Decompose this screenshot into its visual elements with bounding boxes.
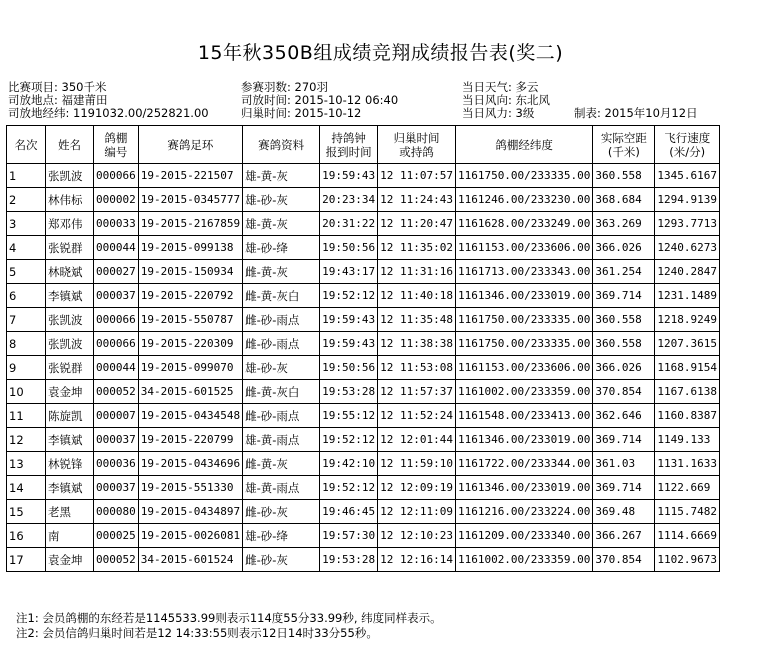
cell-rank: 13 <box>7 452 46 476</box>
cell-coord: 1161153.00/233606.00 <box>455 236 592 260</box>
cell-info: 雌-砂-灰 <box>243 500 320 524</box>
table-row <box>7 476 720 500</box>
cell-speed: 1167.6138 <box>655 380 720 404</box>
cell-loft: 000066 <box>94 308 139 332</box>
cell-loft: 000066 <box>94 164 139 188</box>
cell-rank: 4 <box>7 236 46 260</box>
cell-loft: 000052 <box>94 380 139 404</box>
col-loft: 鸽棚 编号 <box>94 126 139 164</box>
cell-ring: 19-2015-550787 <box>138 308 242 332</box>
cell-rank: 1 <box>7 164 46 188</box>
cell-return-time: 12 12:10:23 <box>378 524 456 548</box>
cell-name: 李镇斌 <box>46 428 94 452</box>
cell-rank: 2 <box>7 188 46 212</box>
cell-distance: 369.714 <box>593 428 655 452</box>
cell-ring: 19-2015-0434897 <box>138 500 242 524</box>
notes <box>16 611 442 641</box>
cell-rank: 12 <box>7 428 46 452</box>
meta-release-place: 司放地点: 福建莆田 <box>8 93 108 107</box>
cell-ring: 19-2015-0434548 <box>138 404 242 428</box>
cell-speed: 1294.9139 <box>655 188 720 212</box>
cell-return-time: 12 11:35:48 <box>378 308 456 332</box>
cell-rank: 17 <box>7 548 46 572</box>
table-row <box>7 284 720 308</box>
cell-return-time: 12 11:59:10 <box>378 452 456 476</box>
cell-return-time: 12 11:24:43 <box>378 188 456 212</box>
table-row <box>7 212 720 236</box>
cell-info: 雄-砂-绛 <box>243 524 320 548</box>
meta-return-date: 归巢时间: 2015-10-12 <box>241 106 362 120</box>
cell-info: 雌-砂-灰 <box>243 548 320 572</box>
cell-speed: 1102.9673 <box>655 548 720 572</box>
cell-info: 雌-砂-雨点 <box>243 308 320 332</box>
cell-distance: 366.267 <box>593 524 655 548</box>
cell-coord: 1161750.00/233335.00 <box>455 332 592 356</box>
cell-distance: 369.714 <box>593 476 655 500</box>
cell-name: 老黑 <box>46 500 94 524</box>
cell-return-time: 12 11:52:24 <box>378 404 456 428</box>
cell-rank: 6 <box>7 284 46 308</box>
cell-info: 雄-黄-灰 <box>243 212 320 236</box>
cell-rank: 3 <box>7 212 46 236</box>
cell-speed: 1345.6167 <box>655 164 720 188</box>
cell-name: 郑邓伟 <box>46 212 94 236</box>
meta-event: 比赛项目: 350千米 <box>8 80 107 94</box>
table-row <box>7 380 720 404</box>
table-row <box>7 428 720 452</box>
table-row <box>7 188 720 212</box>
cell-info: 雄-黄-灰 <box>243 164 320 188</box>
cell-clock-time: 19:52:12 <box>320 284 378 308</box>
cell-ring: 19-2015-0026081 <box>138 524 242 548</box>
cell-distance: 368.684 <box>593 188 655 212</box>
cell-info: 雌-砂-雨点 <box>243 404 320 428</box>
cell-clock-time: 20:23:34 <box>320 188 378 212</box>
table-row <box>7 164 720 188</box>
cell-return-time: 12 12:11:09 <box>378 500 456 524</box>
cell-distance: 361.03 <box>593 452 655 476</box>
cell-ring: 19-2015-099070 <box>138 356 242 380</box>
cell-return-time: 12 11:57:37 <box>378 380 456 404</box>
col-return-time: 归巢时间 或持鸽 <box>378 126 456 164</box>
cell-name: 林锐锋 <box>46 452 94 476</box>
cell-speed: 1207.3615 <box>655 332 720 356</box>
cell-rank: 7 <box>7 308 46 332</box>
table-row <box>7 332 720 356</box>
cell-clock-time: 19:46:45 <box>320 500 378 524</box>
cell-speed: 1293.7713 <box>655 212 720 236</box>
col-coord: 鸽棚经纬度 <box>455 126 592 164</box>
cell-coord: 1161713.00/233343.00 <box>455 260 592 284</box>
col-distance: 实际空距 (千米) <box>593 126 655 164</box>
cell-clock-time: 19:55:12 <box>320 404 378 428</box>
cell-clock-time: 19:53:28 <box>320 548 378 572</box>
col-name: 姓名 <box>46 126 94 164</box>
cell-clock-time: 19:50:56 <box>320 236 378 260</box>
cell-rank: 5 <box>7 260 46 284</box>
cell-speed: 1122.669 <box>655 476 720 500</box>
cell-speed: 1240.6273 <box>655 236 720 260</box>
cell-distance: 360.558 <box>593 164 655 188</box>
cell-name: 张锐群 <box>46 236 94 260</box>
cell-clock-time: 19:50:56 <box>320 356 378 380</box>
cell-name: 陈旋凯 <box>46 404 94 428</box>
cell-info: 雌-砂-雨点 <box>243 332 320 356</box>
cell-return-time: 12 12:16:14 <box>378 548 456 572</box>
cell-clock-time: 20:31:22 <box>320 212 378 236</box>
table-row <box>7 308 720 332</box>
table-row <box>7 500 720 524</box>
cell-loft: 000037 <box>94 284 139 308</box>
cell-info: 雌-黄-灰 <box>243 452 320 476</box>
cell-name: 林伟标 <box>46 188 94 212</box>
cell-info: 雌-黄-灰白 <box>243 380 320 404</box>
cell-distance: 370.854 <box>593 548 655 572</box>
cell-distance: 360.558 <box>593 332 655 356</box>
cell-ring: 19-2015-150934 <box>138 260 242 284</box>
cell-distance: 366.026 <box>593 356 655 380</box>
cell-ring: 19-2015-220792 <box>138 284 242 308</box>
cell-clock-time: 19:59:43 <box>320 308 378 332</box>
cell-loft: 000052 <box>94 548 139 572</box>
cell-return-time: 12 11:35:02 <box>378 236 456 260</box>
cell-ring: 19-2015-220309 <box>138 332 242 356</box>
report-title: 15年秋350B组成绩竞翔成绩报告表(奖二) <box>197 42 564 64</box>
cell-info: 雄-砂-灰 <box>243 188 320 212</box>
meta-release-time: 司放时间: 2015-10-12 06:40 <box>241 93 399 107</box>
cell-return-time: 12 11:07:57 <box>378 164 456 188</box>
cell-speed: 1160.8387 <box>655 404 720 428</box>
table-row <box>7 356 720 380</box>
cell-return-time: 12 11:53:08 <box>378 356 456 380</box>
meta-column-2 <box>241 81 398 120</box>
cell-ring: 19-2015-099138 <box>138 236 242 260</box>
cell-name: 李镇斌 <box>46 284 94 308</box>
cell-coord: 1161153.00/233606.00 <box>455 356 592 380</box>
table-row <box>7 260 720 284</box>
cell-speed: 1231.1489 <box>655 284 720 308</box>
col-ring: 赛鸽足环 <box>138 126 242 164</box>
cell-distance: 362.646 <box>593 404 655 428</box>
cell-loft: 000080 <box>94 500 139 524</box>
cell-loft: 000027 <box>94 260 139 284</box>
cell-loft: 000033 <box>94 212 139 236</box>
cell-rank: 11 <box>7 404 46 428</box>
table-row <box>7 452 720 476</box>
cell-clock-time: 19:43:17 <box>320 260 378 284</box>
cell-loft: 000066 <box>94 332 139 356</box>
cell-speed: 1240.2847 <box>655 260 720 284</box>
table-body <box>7 164 720 572</box>
cell-distance: 363.269 <box>593 212 655 236</box>
meta-column-3 <box>462 81 550 120</box>
cell-coord: 1161548.00/233413.00 <box>455 404 592 428</box>
cell-rank: 9 <box>7 356 46 380</box>
cell-clock-time: 19:59:43 <box>320 164 378 188</box>
cell-distance: 370.854 <box>593 380 655 404</box>
cell-info: 雄-砂-灰 <box>243 356 320 380</box>
cell-return-time: 12 12:09:19 <box>378 476 456 500</box>
meta-wind-direction: 当日风向: 东北风 <box>462 93 551 107</box>
meta-entries: 参赛羽数: 270羽 <box>241 80 328 94</box>
cell-loft: 000037 <box>94 476 139 500</box>
cell-return-time: 12 11:31:16 <box>378 260 456 284</box>
col-info: 赛鸽资料 <box>243 126 320 164</box>
cell-coord: 1161346.00/233019.00 <box>455 428 592 452</box>
cell-ring: 19-2015-0434696 <box>138 452 242 476</box>
cell-name: 张锐群 <box>46 356 94 380</box>
cell-distance: 360.558 <box>593 308 655 332</box>
cell-name: 袁金坤 <box>46 548 94 572</box>
cell-name: 袁金坤 <box>46 380 94 404</box>
col-clock-time: 持鸽钟 报到时间 <box>320 126 378 164</box>
cell-coord: 1161246.00/233230.00 <box>455 188 592 212</box>
cell-rank: 16 <box>7 524 46 548</box>
meta-made-date: 制表: 2015年10月12日 <box>574 106 698 120</box>
meta-release-coord: 司放地经纬: 1191032.00/252821.00 <box>8 106 209 120</box>
cell-info: 雌-黄-灰 <box>243 260 320 284</box>
cell-rank: 10 <box>7 380 46 404</box>
cell-loft: 000037 <box>94 428 139 452</box>
cell-loft: 000025 <box>94 524 139 548</box>
cell-return-time: 12 11:20:47 <box>378 212 456 236</box>
cell-loft: 000007 <box>94 404 139 428</box>
cell-clock-time: 19:53:28 <box>320 380 378 404</box>
cell-distance: 366.026 <box>593 236 655 260</box>
cell-name: 南 <box>46 524 94 548</box>
cell-info: 雌-黄-灰白 <box>243 284 320 308</box>
cell-coord: 1161750.00/233335.00 <box>455 164 592 188</box>
col-speed: 飞行速度 (米/分) <box>655 126 720 164</box>
cell-distance: 369.48 <box>593 500 655 524</box>
meta-weather: 当日天气: 多云 <box>462 80 539 94</box>
meta-column-1 <box>8 81 209 120</box>
cell-rank: 14 <box>7 476 46 500</box>
cell-ring: 34-2015-601525 <box>138 380 242 404</box>
cell-return-time: 12 11:38:38 <box>378 332 456 356</box>
cell-coord: 1161750.00/233335.00 <box>455 308 592 332</box>
cell-coord: 1161209.00/233340.00 <box>455 524 592 548</box>
cell-name: 张凯波 <box>46 332 94 356</box>
cell-return-time: 12 11:40:18 <box>378 284 456 308</box>
col-rank: 名次 <box>7 126 46 164</box>
cell-name: 李镇斌 <box>46 476 94 500</box>
cell-ring: 19-2015-0345777 <box>138 188 242 212</box>
cell-loft: 000036 <box>94 452 139 476</box>
cell-return-time: 12 12:01:44 <box>378 428 456 452</box>
cell-coord: 1161002.00/233359.00 <box>455 548 592 572</box>
note-2: 注2: 会员信鸽归巢时间若是12 14:33:55则表示12日14时33分55秒。 <box>16 626 378 640</box>
cell-loft: 000044 <box>94 356 139 380</box>
cell-ring: 19-2015-551330 <box>138 476 242 500</box>
cell-clock-time: 19:59:43 <box>320 332 378 356</box>
cell-name: 林晓斌 <box>46 260 94 284</box>
cell-name: 张凯波 <box>46 164 94 188</box>
cell-rank: 15 <box>7 500 46 524</box>
cell-coord: 1161346.00/233019.00 <box>455 284 592 308</box>
table-row <box>7 404 720 428</box>
cell-ring: 19-2015-221507 <box>138 164 242 188</box>
cell-speed: 1168.9154 <box>655 356 720 380</box>
cell-coord: 1161722.00/233344.00 <box>455 452 592 476</box>
cell-rank: 8 <box>7 332 46 356</box>
results-table <box>6 125 720 572</box>
cell-speed: 1114.6669 <box>655 524 720 548</box>
table-header-row <box>7 126 720 164</box>
cell-ring: 34-2015-601524 <box>138 548 242 572</box>
cell-loft: 000002 <box>94 188 139 212</box>
cell-clock-time: 19:42:10 <box>320 452 378 476</box>
cell-name: 张凯波 <box>46 308 94 332</box>
cell-distance: 361.254 <box>593 260 655 284</box>
note-1: 注1: 会员鸽棚的东经若是1145533.99则表示114度55分33.99秒, 纬度同样表示。 <box>16 611 442 625</box>
cell-speed: 1149.133 <box>655 428 720 452</box>
cell-ring: 19-2015-2167859 <box>138 212 242 236</box>
cell-speed: 1218.9249 <box>655 308 720 332</box>
cell-coord: 1161628.00/233249.00 <box>455 212 592 236</box>
cell-clock-time: 19:52:12 <box>320 428 378 452</box>
cell-info: 雄-黄-雨点 <box>243 476 320 500</box>
cell-distance: 369.714 <box>593 284 655 308</box>
cell-coord: 1161216.00/233224.00 <box>455 500 592 524</box>
cell-clock-time: 19:57:30 <box>320 524 378 548</box>
cell-ring: 19-2015-220799 <box>138 428 242 452</box>
cell-coord: 1161002.00/233359.00 <box>455 380 592 404</box>
table-row <box>7 524 720 548</box>
cell-clock-time: 19:52:12 <box>320 476 378 500</box>
cell-speed: 1115.7482 <box>655 500 720 524</box>
table-row <box>7 236 720 260</box>
meta-wind-force: 当日风力: 3级 <box>462 106 535 120</box>
cell-coord: 1161346.00/233019.00 <box>455 476 592 500</box>
cell-loft: 000044 <box>94 236 139 260</box>
cell-info: 雄-砂-绛 <box>243 236 320 260</box>
cell-speed: 1131.1633 <box>655 452 720 476</box>
cell-info: 雄-黄-雨点 <box>243 428 320 452</box>
table-row <box>7 548 720 572</box>
